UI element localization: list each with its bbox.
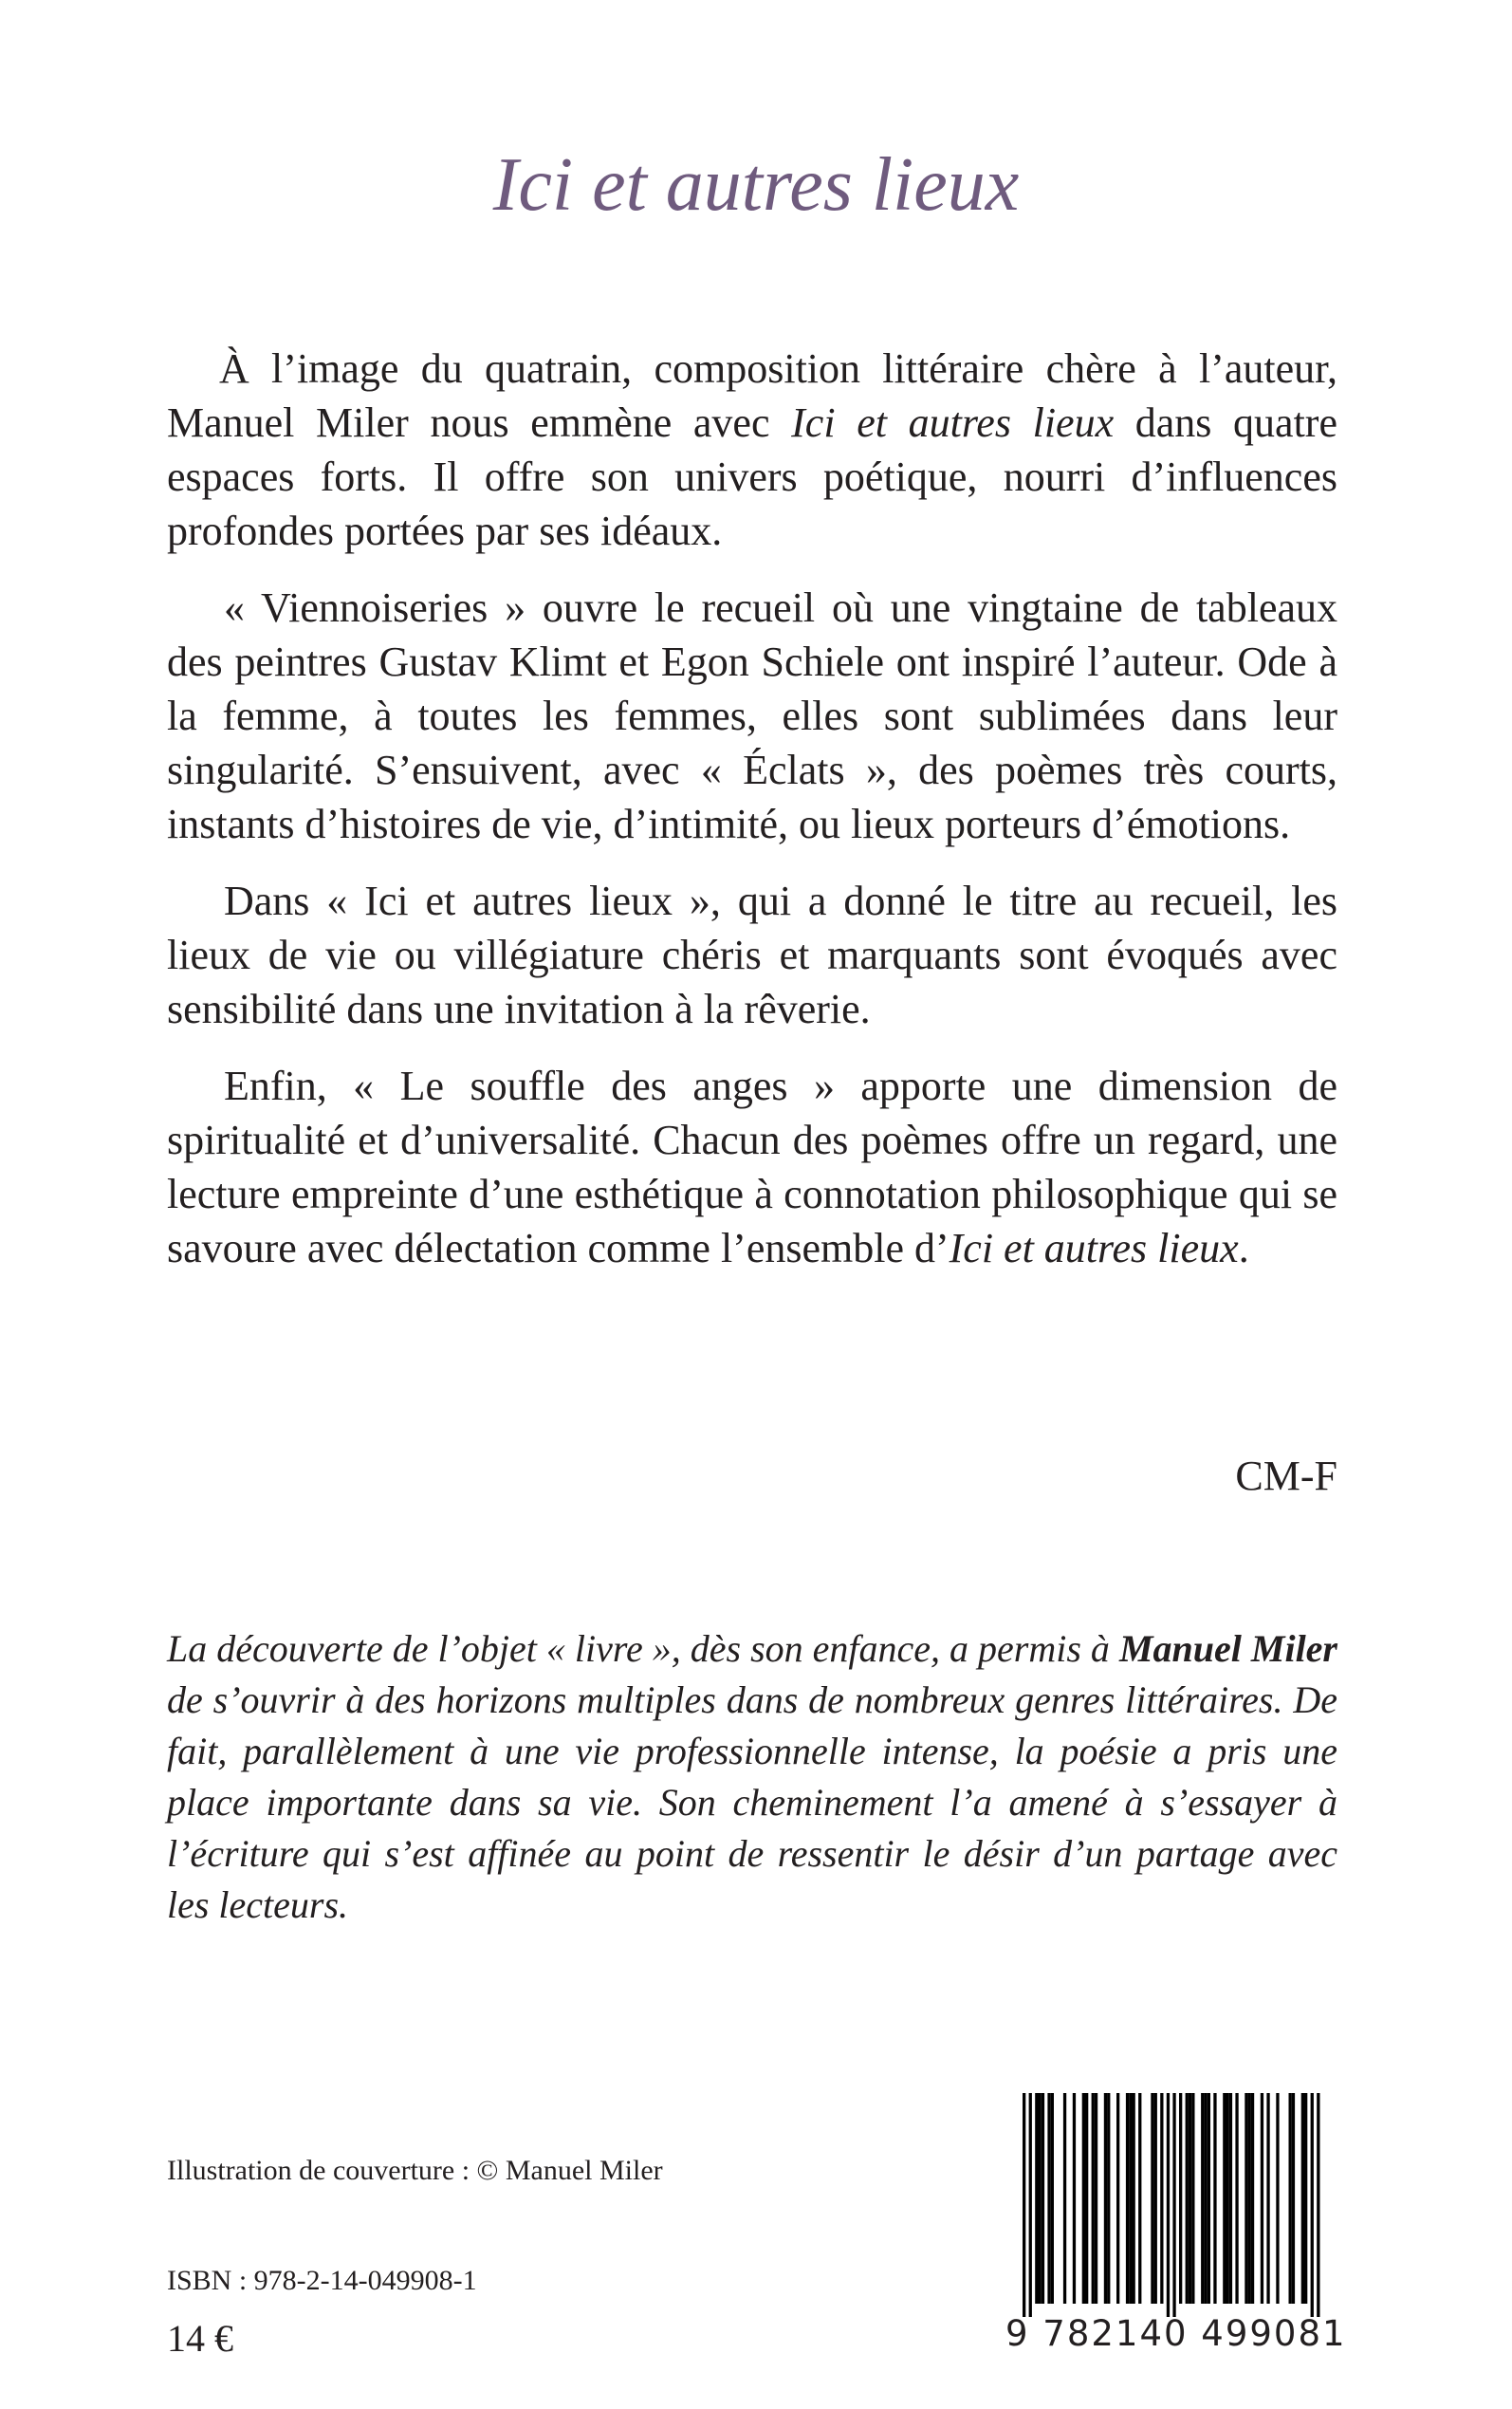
barcode-bar [1167,2093,1170,2317]
bio-text: La découverte de l’objet « livre », dès son enfance, a permis à [167,1627,1119,1670]
author-bio [167,1623,1337,1931]
barcode-bar [1107,2093,1110,2304]
blurb-text: À l’image du quatrain, composition littéraire chère à l’auteur, Manuel Miler nous emmène avec [167,345,1337,446]
barcode-bar [1208,2093,1210,2304]
book-title: Ici et autres lieux [492,143,1020,227]
barcode-bar [1311,2093,1314,2317]
barcode-bar [1248,2093,1251,2304]
barcode-bar [1129,2093,1132,2304]
barcode-bar [1151,2093,1153,2304]
barcode-bar [1317,2093,1319,2317]
barcode-bar [1204,2093,1207,2304]
barcode-bar [1133,2093,1135,2304]
barcode-bar [1047,2093,1050,2304]
blurb-signature: CM-F [1235,1453,1337,1499]
barcode-bar [1235,2093,1238,2304]
barcode-bar [1092,2093,1095,2304]
barcode-bar [1179,2093,1182,2304]
book-title-inline: Ici et autres lieux [949,1225,1239,1271]
barcode-bar [1213,2093,1216,2304]
barcode-bar [1223,2093,1226,2304]
barcode-bar [1289,2093,1292,2304]
barcode-bar [1229,2093,1232,2304]
blurb-paragraph: Dans « Ici et autres lieux », qui a donné le titre au recueil, les lieux de vie ou villégiature chéris et marquants sont évoqués avec sensibilité dans une invitation à la rêverie. [167,878,1337,1032]
book-title-inline: Ici et autres lieux [791,399,1115,446]
barcode-bar [1051,2093,1054,2304]
barcode-bar [1023,2093,1025,2317]
barcode-bar [1160,2093,1163,2304]
barcode-bar [1082,2093,1085,2304]
barcode-bar [1029,2093,1032,2317]
blurb-text: Enfin, « Le souffle des anges » apporte une dimension de spiritualité et d’universalité. Chacun des poèmes offre un regard, une lecture empreinte d’une esthétique à connotation philosophique qui se savoure avec délectation comme l’ensemble d’ [167,1063,1337,1271]
price: 14 € [167,2317,233,2360]
barcode-bar [1126,2093,1129,2304]
barcode-bar [1191,2093,1194,2304]
blurb-paragraph: « Viennoiseries » ouvre le recueil où une vingtaine de tableaux des peintres Gustav Klimt et Egon Schiele ont inspiré l’auteur. Ode à la femme, à toutes les femmes, elles sont sublimées dans leur singularité. S’ensuivent, avec « Éclats », des poèmes très courts, instants d’histoires de vie, d’intimité, ou lieux porteurs d’émotions. [167,584,1337,847]
barcode [1005,2093,1347,2370]
barcode-bar [1304,2093,1307,2304]
author-name: Manuel Miler [1118,1627,1338,1670]
barcode-bar [1301,2093,1304,2304]
barcode-bar [1266,2093,1269,2304]
barcode-bars [1005,2093,1337,2317]
blurb-text: . [1238,1225,1249,1271]
barcode-bar [1042,2093,1044,2304]
barcode-bar [1073,2093,1076,2304]
barcode-bar [1116,2093,1119,2304]
cover-illustration-credit: Illustration de couverture : © Manuel Miler [167,2155,663,2186]
barcode-bar [1154,2093,1157,2304]
barcode-bar [1186,2093,1189,2304]
barcode-bar [1035,2093,1038,2304]
barcode-bar [1245,2093,1247,2304]
barcode-bar [1138,2093,1141,2304]
barcode-bar [1251,2093,1254,2304]
barcode-bar [1201,2093,1204,2304]
barcode-bar [1085,2093,1088,2304]
blurb-text: dans quatre espaces forts. Il offre son univers poétique, nourri d’influences profondes portées par ses idéaux. [167,399,1337,554]
blurb-paragraph [167,1059,1337,1275]
barcode-bar [1292,2093,1295,2304]
barcode-bar [1095,2093,1097,2304]
blurb-paragraph [167,342,1337,558]
barcode-bar [1104,2093,1107,2304]
barcode-bar [1189,2093,1191,2304]
barcode-bar [1226,2093,1229,2304]
barcode-bar [1261,2093,1263,2304]
barcode-bar [1039,2093,1042,2304]
back-cover-blurb [167,342,1337,1298]
barcode-bar [1063,2093,1066,2304]
isbn: ISBN : 978-2-14-049908-1 [167,2265,477,2296]
barcode-bar [1172,2093,1175,2317]
barcode-bar [1276,2093,1279,2304]
barcode-digits: 9 782140 499081 [1005,2313,1347,2354]
bio-text: de s’ouvrir à des horizons multiples dans de nombreux genres littéraires. De fait, parallèlement à une vie professionnelle intense, la poésie a pris une place importante dans sa vie. Son cheminement l’a amené à s’essayer à l’écriture qui s’est affinée au point de ressentir le désir d’un partage avec les lecteurs. [167,1678,1337,1926]
